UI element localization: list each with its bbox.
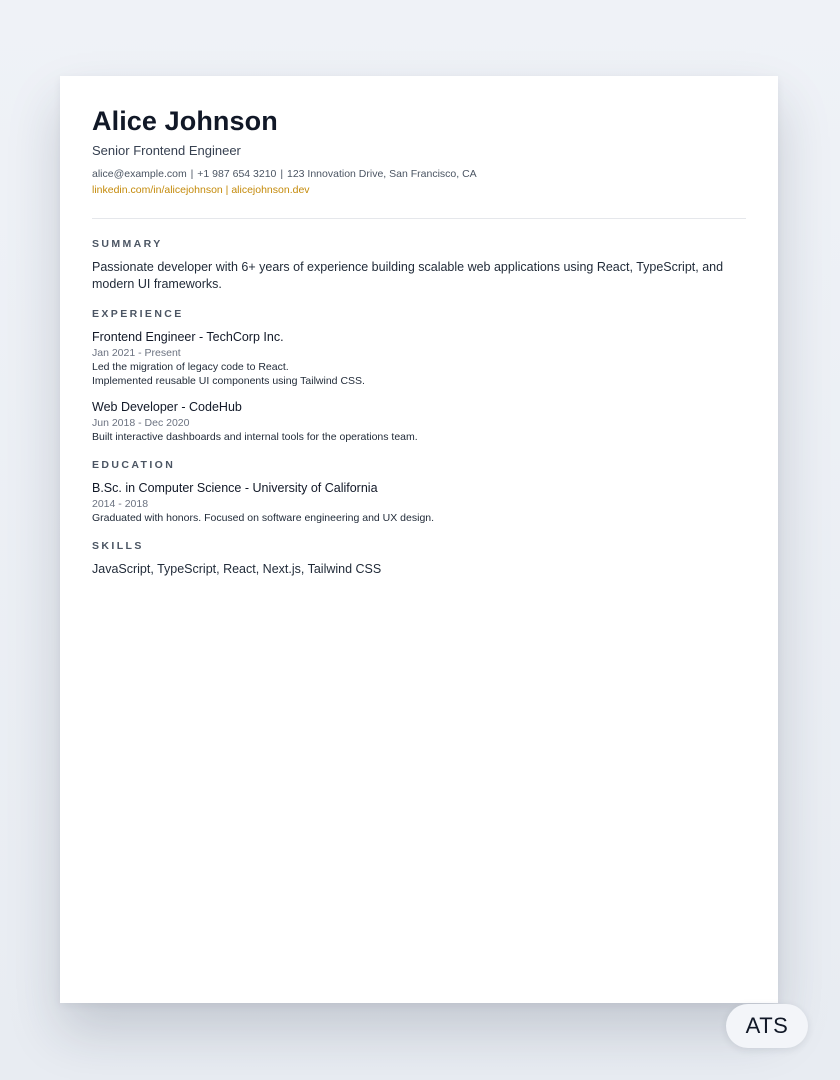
degree-title: B.Sc. in Computer Science - University of California xyxy=(92,481,378,495)
section-heading-experience: EXPERIENCE xyxy=(92,308,184,320)
experience-item xyxy=(92,399,746,444)
contact-info xyxy=(92,166,746,182)
education-section xyxy=(92,458,746,525)
contact-email[interactable]: alice@example.com xyxy=(92,168,187,180)
linkedin-link[interactable]: linkedin.com/in/alicejohnson xyxy=(92,184,223,196)
resume-page xyxy=(60,76,778,1003)
profile-links xyxy=(92,182,746,198)
experience-item xyxy=(92,329,746,388)
education-dates: 2014 - 2018 xyxy=(92,498,149,510)
education-detail: Graduated with honors. Focused on software engineering and UX design. xyxy=(92,512,435,524)
job-detail: Built interactive dashboards and internal tools for the operations team. xyxy=(92,431,418,443)
skills-section xyxy=(92,539,746,578)
experience-section xyxy=(92,307,746,444)
links-separator: | xyxy=(225,184,229,196)
skills-list: JavaScript, TypeScript, React, Next.js, Tailwind CSS xyxy=(92,562,382,576)
contact-separator: | xyxy=(280,168,284,180)
section-heading-summary: SUMMARY xyxy=(92,238,163,250)
summary-section xyxy=(92,237,746,293)
header-divider xyxy=(92,218,746,219)
job-dates: Jan 2021 - Present xyxy=(92,347,181,359)
section-heading-skills: SKILLS xyxy=(92,540,144,552)
job-detail: Led the migration of legacy code to React. xyxy=(92,361,289,373)
section-heading-education: EDUCATION xyxy=(92,459,176,471)
summary-text: Passionate developer with 6+ years of experience building scalable web applications using React, TypeScript, and modern UI frameworks. xyxy=(92,260,724,291)
contact-separator: | xyxy=(190,168,194,180)
contact-address: 123 Innovation Drive, San Francisco, CA xyxy=(286,168,477,180)
job-title: Frontend Engineer - TechCorp Inc. xyxy=(92,330,284,344)
candidate-name: Alice Johnson xyxy=(92,106,278,136)
candidate-title: Senior Frontend Engineer xyxy=(92,143,241,158)
ats-button[interactable]: ATS xyxy=(726,1004,808,1048)
job-dates: Jun 2018 - Dec 2020 xyxy=(92,417,190,429)
website-link[interactable]: alicejohnson.dev xyxy=(231,184,310,196)
education-item xyxy=(92,480,746,525)
contact-phone[interactable]: +1 987 654 3210 xyxy=(197,168,277,180)
job-detail: Implemented reusable UI components using Tailwind CSS. xyxy=(92,375,365,387)
job-title: Web Developer - CodeHub xyxy=(92,400,242,414)
resume-header xyxy=(92,104,746,198)
